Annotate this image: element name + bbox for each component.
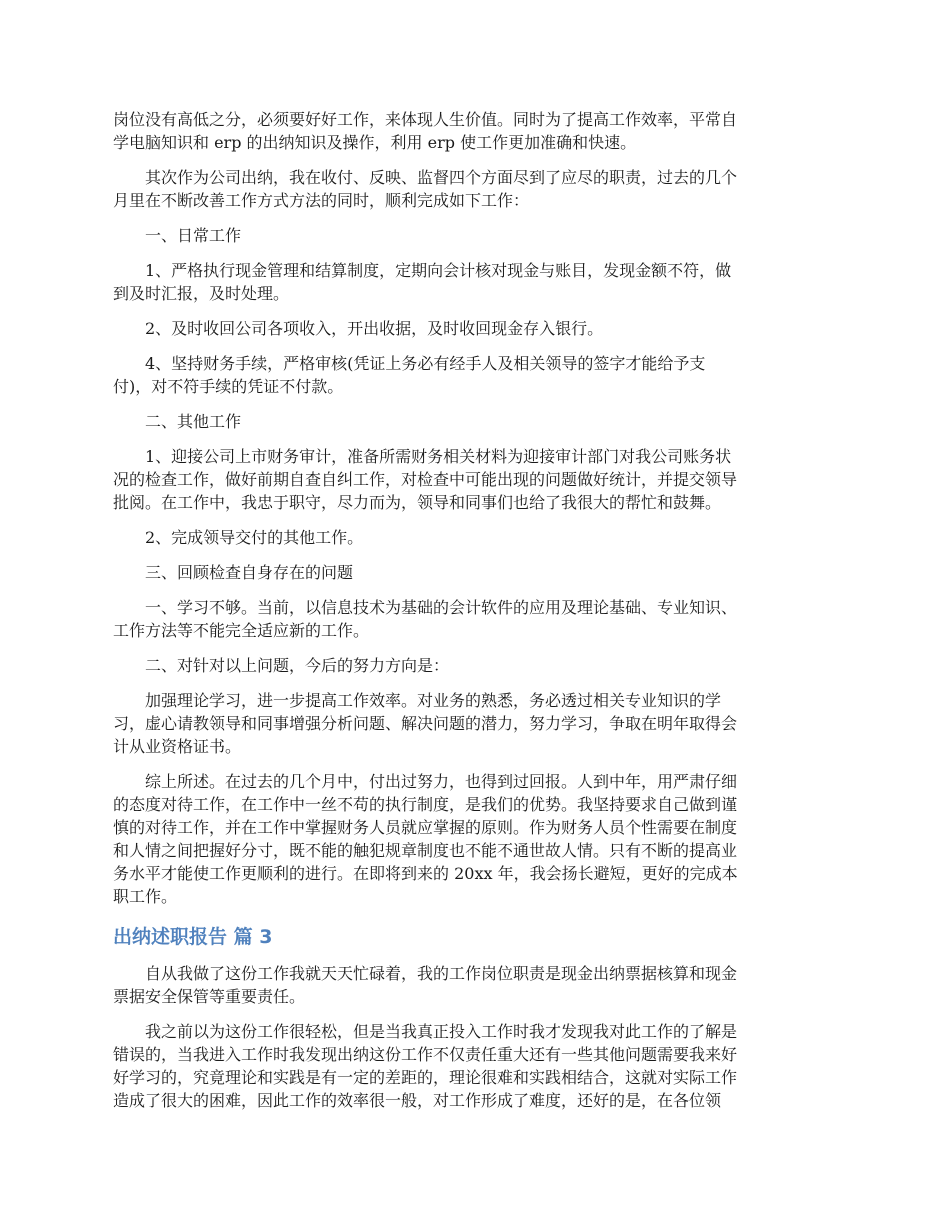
paragraph-continuation: 岗位没有高低之分，必须要好好工作，来体现人生价值。同时为了提高工作效率，平常自 学电脑知识和 erp 的出纳知识及操作，利用 erp 使工作更加准确和快速。	[113, 110, 738, 152]
paragraph-summary: 综上所述。在过去的几个月中，付出过努力，也得到过回报。人到中年，用严肃仔细 的态度对待工作，在工作中一丝不苟的执行制度，是我们的优势。我坚持要求自己做到谨 慎的对待工作，并在工作中掌握财务人员就应掌握的原则。作为财务人员个性需要在制度 和人情之间把握好分寸，既不能的触犯规章制度也不能不通世故人情。只有不断的提高业 务水平才能使工作更顺利的进行。在即将到来的 20xx 年，我会扬长避短，更好的完成本 职工作。	[113, 772, 738, 906]
list-item-other-tasks: 2、完成领导交付的其他工作。	[145, 528, 364, 547]
subheading-review-problems: 三、回顾检查自身存在的问题	[145, 563, 354, 582]
list-item-collect-income: 2、及时收回公司各项收入，开出收据，及时收回现金存入银行。	[145, 319, 604, 338]
subheading-other-work: 二、其他工作	[145, 412, 242, 431]
list-item-cash-management: 1、严格执行现金管理和结算制度，定期向会计核对现金与账目，发现金额不符，做 到及时汇报，及时处理。	[113, 261, 732, 303]
document-body	[113, 108, 840, 1124]
list-item-financial-procedures: 4、坚持财务手续，严格审核(凭证上务必有经手人及相关领导的签字才能给予支 付)，对不符手续的凭证不付款。	[113, 354, 706, 396]
list-item-audit: 1、迎接公司上市财务审计，准备所需财务相关材料为迎接审计部门对我公司账务状 况的检查工作，做好前期自查自纠工作，对检查中可能出现的问题做好统计，并提交领导 批阅。在工作中，我忠于职守，尽力而为，领导和同事们也给了我很大的帮忙和鼓舞。	[113, 447, 738, 512]
paragraph-strengthen-study: 加强理论学习，进一步提高工作效率。对业务的熟悉，务必透过相关专业知识的学 习，虚心请教领导和同事增强分析问题、解决问题的潜力，努力学习，争取在明年取得会 计从业资格证书。	[113, 691, 738, 756]
paragraph-job-reflection: 我之前以为这份工作很轻松，但是当我真正投入工作时我才发现我对此工作的了解是 错误的，当我进入工作时我发现出纳这份工作不仅责任重大还有一些其他问题需要我来好 好学习的，究竟理论和实践是有一定的差距的，理论很难和实践相结合，这就对实际工作 造成了很大的困难，因此工作的效率很一般，对工作形成了难度，还好的是，在各位领	[113, 1022, 738, 1110]
subheading-daily-work: 一、日常工作	[145, 226, 242, 245]
paragraph-job-responsibilities: 自从我做了这份工作我就天天忙碌着，我的工作岗位职责是现金出纳票据核算和现金 票据安全保管等重要责任。	[113, 964, 738, 1006]
paragraph-improvement-direction: 二、对针对以上问题，今后的努力方向是：	[145, 656, 450, 675]
section-heading: 出纳述职报告 篇 3	[113, 926, 273, 948]
paragraph-intro-duties: 其次作为公司出纳，我在收付、反映、监督四个方面尽到了应尽的职责，过去的几个 月里在不断改善工作方式方法的同时，顺利完成如下工作：	[113, 168, 738, 210]
paragraph-insufficient-study: 一、学习不够。当前，以信息技术为基础的会计软件的应用及理论基础、专业知识、 工作方法等不能完全适应新的工作。	[113, 598, 738, 640]
